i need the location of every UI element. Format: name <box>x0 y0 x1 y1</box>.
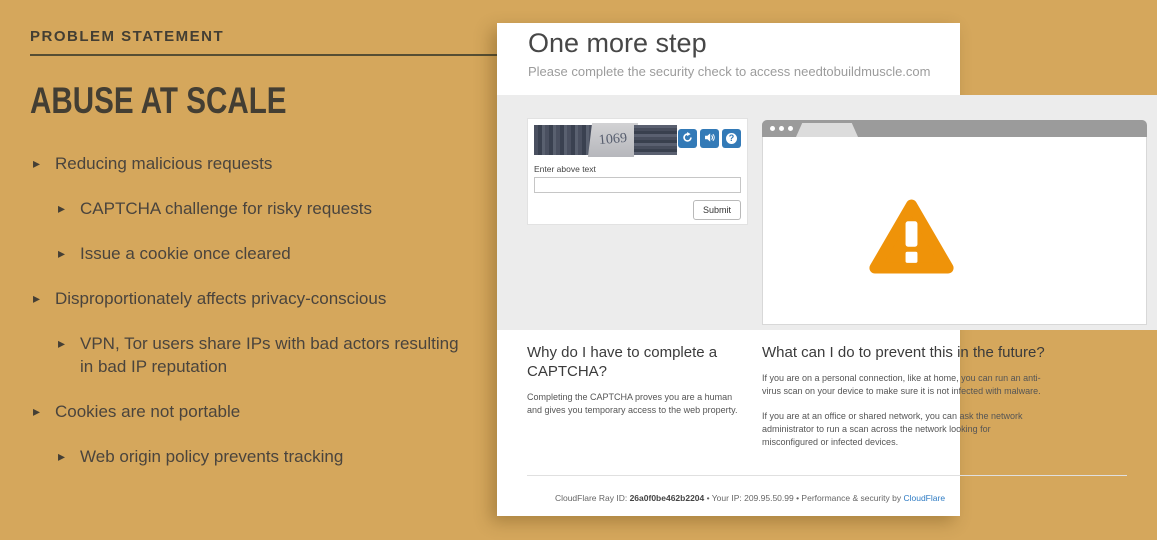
bullet-item: ▸ Issue a cookie once cleared <box>30 242 475 265</box>
captcha-image-texture <box>534 125 594 155</box>
captcha-image <box>534 125 677 155</box>
page-title: One more step <box>528 28 707 58</box>
cloudflare-footer: CloudFlare Ray ID: 26a0f0be462b2204 • Your IP: 209.95.50.99 • Performance & security by CloudFlare <box>554 493 946 503</box>
bullet-item: ▸ Reducing malicious requests <box>30 152 475 175</box>
audio-icon <box>704 131 715 146</box>
bullet-item: ▸ CAPTCHA challenge for risky requests <box>30 197 475 220</box>
browser-tab <box>796 123 858 137</box>
ray-id-value: 26a0f0be462b2204 <box>629 493 705 503</box>
bullet-item: ▸ Cookies are not portable <box>30 400 475 423</box>
ray-id-label: CloudFlare Ray ID: <box>554 493 630 503</box>
slide-title: ABUSE AT SCALE <box>30 80 287 121</box>
browser-mockup <box>762 120 1147 325</box>
captcha-image-panel <box>588 123 638 157</box>
faq-heading: Why do I have to complete a CAPTCHA? <box>527 344 718 380</box>
captcha-code-text: 1069 <box>598 130 628 149</box>
browser-viewport <box>762 137 1147 325</box>
cloudflare-link[interactable]: CloudFlare <box>903 493 946 503</box>
footer-divider <box>527 475 1127 476</box>
your-ip: Your IP: 209.95.50.99 <box>711 493 794 503</box>
cloudflare-screenshot <box>497 23 1045 516</box>
page-subtitle: Please complete the security check to access needtobuildmuscle.com <box>528 64 931 79</box>
performance-label: Performance & security by <box>801 493 904 503</box>
captcha-audio-button[interactable] <box>700 129 719 148</box>
help-icon: ? <box>726 133 737 144</box>
faq-body: Completing the CAPTCHA proves you are a human and gives you temporary access to the web property. <box>527 392 738 415</box>
kicker-underline <box>30 54 497 56</box>
refresh-icon <box>682 131 693 146</box>
bullet-list <box>30 152 475 490</box>
captcha-image-texture <box>634 125 677 155</box>
faq-column-left <box>527 343 745 417</box>
slide-kicker: PROBLEM STATEMENT <box>30 28 225 45</box>
bullet-item: ▸ Disproportionately affects privacy-conscious <box>30 287 475 310</box>
captcha-widget <box>527 118 748 225</box>
submit-button[interactable]: Submit <box>693 200 741 220</box>
captcha-help-button[interactable] <box>722 129 741 148</box>
faq-column-right <box>762 343 1047 449</box>
faq-body: If you are at an office or shared network, you can ask the network administrator to run a scan across the network looking for misconfigured or infected devices. <box>762 411 1023 447</box>
captcha-input[interactable] <box>534 177 741 193</box>
bullet-item: ▸ Web origin policy prevents tracking <box>30 445 475 468</box>
browser-titlebar <box>762 120 1147 137</box>
warning-triangle-icon <box>869 199 954 274</box>
bullet-item: ▸ VPN, Tor users share IPs with bad actors resulting in bad IP reputation <box>30 332 475 378</box>
captcha-input-label: Enter above text <box>534 164 596 174</box>
window-dots-icon <box>770 126 793 131</box>
faq-heading: What can I do to prevent this in the future? <box>762 344 1045 361</box>
captcha-refresh-button[interactable] <box>678 129 697 148</box>
faq-body: If you are on a personal connection, like at home, you can run an anti-virus scan on your device to make sure it is not infected with malware. <box>762 373 1041 396</box>
